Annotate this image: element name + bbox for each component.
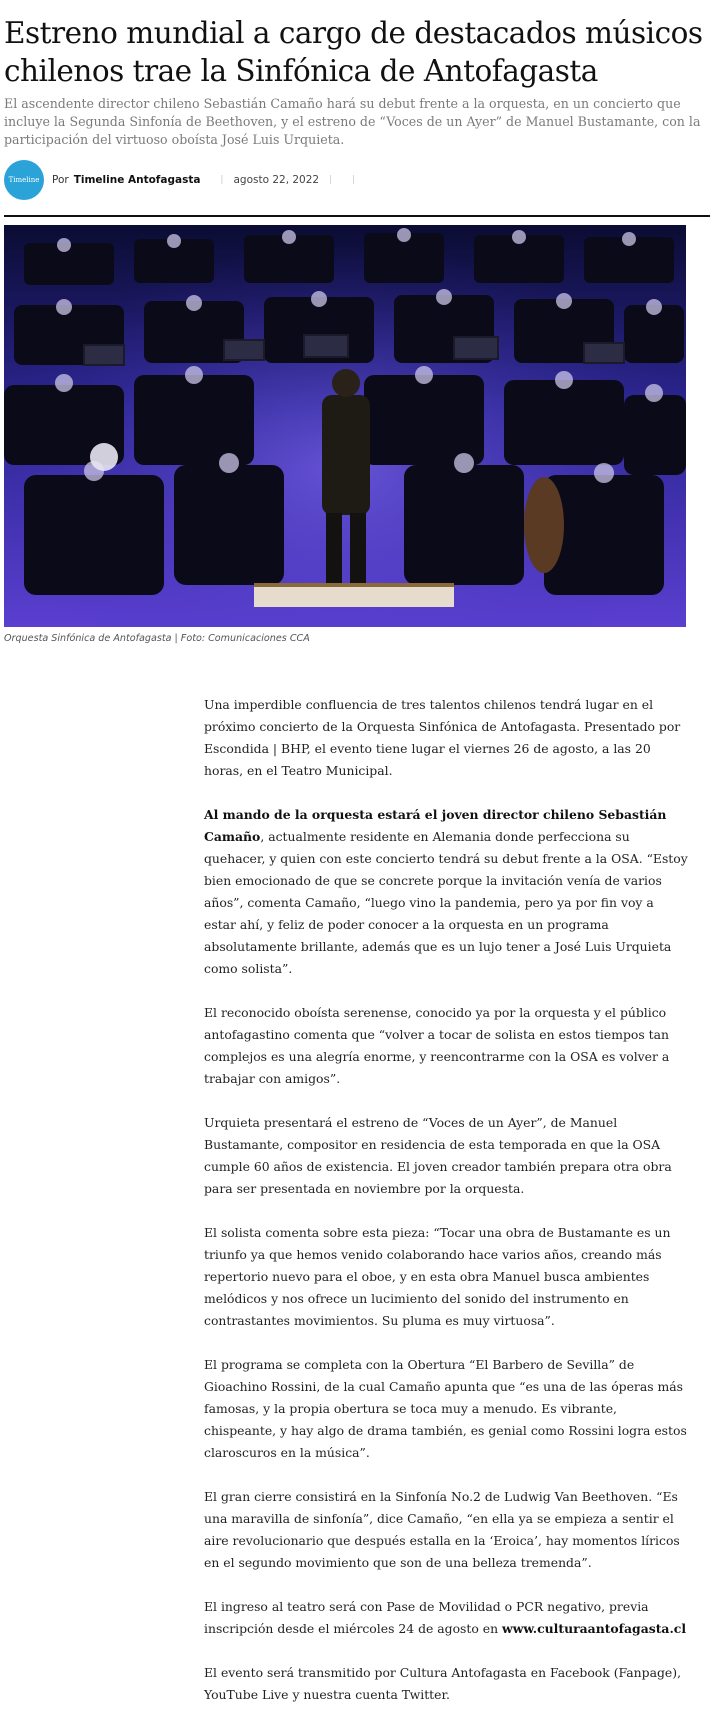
body-paragraph: El programa se completa con la Obertura “El Barbero de Sevilla” de Gioachino Rossini, de la cual Camaño apunta que “es una de las óperas más famosas, y la propia obertura se toca muy a menudo. Es vibrante, chispeante, y hay algo de drama también, es genial como Rossini logra estos claroscuros en la música”. [204, 1357, 687, 1460]
byline-divider: | [220, 175, 224, 185]
bold-lead: Al mando de la orquesta estará el joven director chileno Sebastián Camaño [204, 807, 667, 844]
header-divider [4, 215, 710, 217]
body-paragraph: El reconocido oboísta serenense, conocido ya por la orquesta y el público antofagastino comenta que “volver a tocar de solista en estos tiempos tan complejos es una alegría enorme, y reencontrarme con la OSA es volver a trabajar con amigos”. [204, 1005, 670, 1086]
article-subtitle: El ascendente director chileno Sebastián Camaño hará su debut frente a la orquesta, en un concierto que incluye la Segunda Sinfonía de Beethoven, y el estreno de “Voces de un Ayer” de Manuel Bustamante, con la participación del virtuoso oboísta José Luis Urquieta. [4, 96, 701, 147]
body-paragraph [204, 1596, 688, 1640]
byline-divider: | [329, 175, 333, 185]
article-body [204, 694, 688, 1728]
author-link[interactable]: Timeline Antofagasta [73, 174, 201, 186]
paragraph-text: , actualmente residente en Alemania donde perfecciona su quehacer, y quien con este concierto tendrá su debut frente a la OSA. “Estoy bien emocionado de que se concrete porque la invitación venía de varios años”, comenta Camaño, “luego vino la pandemia, pero ya por fin voy a estar ahí, y feliz de poder conocer a la orquesta en un programa absolutamente brillante, además que es un lujo tener a José Luis Urquieta como solista”. [204, 829, 688, 976]
author-avatar[interactable] [4, 160, 44, 200]
avatar-logo-text: Timeline [8, 176, 40, 184]
orchestra-photo-illustration [4, 225, 686, 627]
publish-date: agosto 22, 2022 [233, 174, 320, 186]
body-paragraph: Una imperdible confluencia de tres talentos chilenos tendrá lugar en el próximo concierto de la Orquesta Sinfónica de Antofagasta. Presentado por Escondida | BHP, el evento tiene lugar el viernes 26 de agosto, a las 20 horas, en el Teatro Municipal. [204, 697, 681, 778]
website-link[interactable]: www.culturaantofagasta.cl [502, 1621, 687, 1636]
byline-prefix: Por [52, 174, 69, 186]
body-paragraph [204, 804, 688, 980]
byline [4, 158, 712, 202]
body-paragraph: Urquieta presentará el estreno de “Voces de un Ayer”, de Manuel Bustamante, compositor en residencia de esta temporada en que la OSA cumple 60 años de existencia. El joven creador también prepara otra obra para ser presentada en noviembre por la orquesta. [204, 1115, 672, 1196]
body-paragraph: El gran cierre consistirá en la Sinfonía No.2 de Ludwig Van Beethoven. “Es una maravilla de sinfonía”, dice Camaño, “en ella ya se empieza a sentir el aire revolucionario que después estalla en la ‘Eroica’, hay momentos líricos en el segundo movimiento que son de una belleza tremenda”. [204, 1489, 680, 1570]
image-caption: Orquesta Sinfónica de Antofagasta | Foto: Comunicaciones CCA [4, 633, 310, 644]
byline-divider: | [352, 175, 356, 185]
paragraph-text: El ingreso al teatro será con Pase de Movilidad o PCR negativo, previa inscripción desde el miércoles 24 de agosto en [204, 1599, 649, 1636]
article-headline: Estreno mundial a cargo de destacados músicos chilenos trae la Sinfónica de Antofagasta [4, 16, 703, 88]
body-paragraph: El evento será transmitido por Cultura Antofagasta en Facebook (Fanpage), YouTube Live y nuestra cuenta Twitter. [204, 1665, 682, 1702]
body-paragraph: El solista comenta sobre esta pieza: “Tocar una obra de Bustamante es un triunfo ya que hemos venido colaborando hace varios años, creando más repertorio nuevo para el oboe, y en esta obra Manuel busca ambientes melódicos y nos ofrece un lucimiento del sonido del instrumento en contrastantes movimientos. Su pluma es muy virtuosa”. [204, 1225, 671, 1328]
featured-image[interactable] [4, 225, 686, 627]
